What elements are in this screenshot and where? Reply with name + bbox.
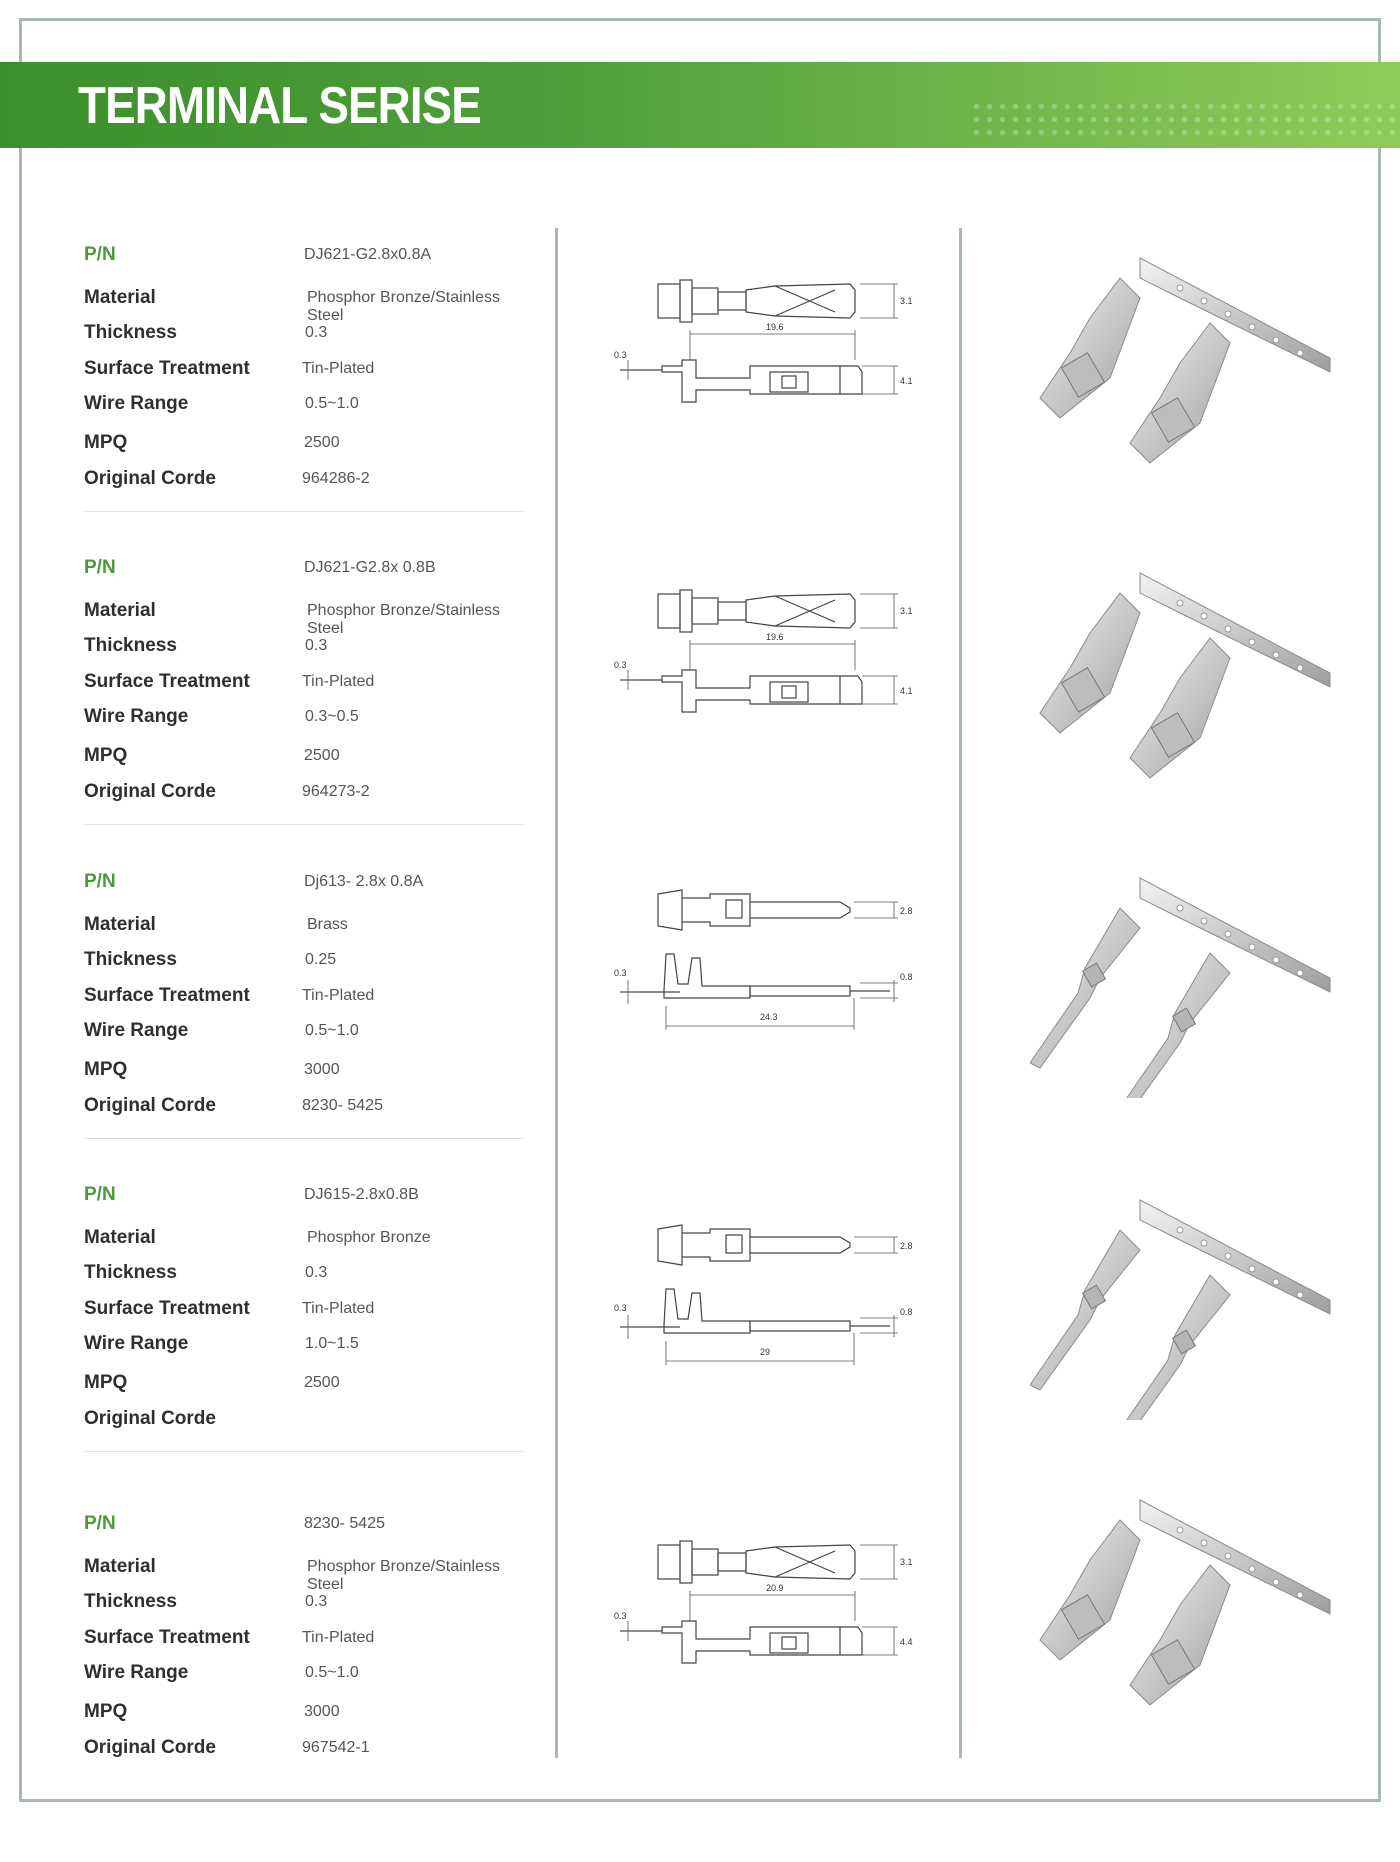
spec-value-mpq: 2500: [304, 1374, 340, 1391]
spec-value-thickness: 0.3: [305, 324, 328, 341]
spec-row-thickness: [84, 322, 536, 352]
spec-row-wire: [84, 706, 536, 736]
spec-label-material: Material: [84, 914, 156, 935]
spec-label-pn: P/N: [84, 557, 116, 578]
spec-value-thickness: 0.3: [305, 637, 328, 654]
spec-row-surface: [84, 1298, 536, 1328]
dimension-width: 3.1: [900, 1557, 913, 1567]
spec-value-surface: Tin-Plated: [302, 1629, 375, 1646]
spec-label-code: Original Corde: [84, 1408, 216, 1429]
spec-value-code: 967542-1: [302, 1739, 370, 1756]
spec-value-surface: Tin-Plated: [302, 987, 375, 1004]
terminal-photo: [1030, 1190, 1350, 1420]
spec-value-material: Phosphor Bronze/Stainless Steel: [307, 602, 500, 637]
spec-label-pn: P/N: [84, 244, 116, 265]
spec-label-code: Original Corde: [84, 1737, 216, 1758]
terminal-photo: [1030, 563, 1350, 793]
spec-row-code: [84, 1408, 536, 1438]
spec-label-mpq: MPQ: [84, 432, 128, 453]
spec-value-wire: 0.3~0.5: [305, 708, 359, 725]
spec-separator: [84, 1138, 524, 1139]
header-banner: [0, 62, 1400, 148]
banner-pattern: [970, 100, 1400, 140]
dimension-length: 19.6: [766, 632, 784, 642]
spec-value-mpq: 2500: [304, 747, 340, 764]
spec-row-surface: [84, 358, 536, 388]
spec-row-mpq: [84, 1372, 536, 1402]
spec-value-wire: 0.5~1.0: [305, 1022, 359, 1039]
spec-value-code: 8230- 5425: [302, 1097, 383, 1114]
terminal-photo: [1030, 248, 1350, 478]
spec-value-material: Phosphor Bronze/Stainless Steel: [307, 289, 500, 324]
spec-row-surface: [84, 985, 536, 1015]
spec-row-material: [84, 1227, 536, 1257]
spec-value-pn: DJ615-2.8x0.8B: [304, 1186, 419, 1203]
spec-separator: [84, 511, 524, 512]
spec-value-thickness: 0.25: [305, 951, 337, 968]
dimension-thick: 0.3: [614, 1611, 627, 1621]
spec-row-thickness: [84, 635, 536, 665]
spec-label-surface: Surface Treatment: [84, 671, 250, 692]
spec-label-material: Material: [84, 287, 156, 308]
spec-label-code: Original Corde: [84, 1095, 216, 1116]
dimension-height: 4.4: [900, 1637, 913, 1647]
spec-label-thickness: Thickness: [84, 322, 177, 343]
spec-row-code: [84, 781, 536, 811]
spec-value-mpq: 3000: [304, 1061, 340, 1078]
spec-row-mpq: [84, 1059, 536, 1089]
spec-row-code: [84, 1737, 536, 1767]
dimension-width: 3.1: [900, 606, 913, 616]
technical-drawing: [600, 880, 930, 1050]
spec-separator: [84, 824, 524, 825]
spec-label-code: Original Corde: [84, 468, 216, 489]
terminal-photo: [1030, 868, 1350, 1098]
technical-drawing: [600, 582, 930, 752]
spec-row-wire: [84, 1333, 536, 1363]
dimension-thick: 0.3: [614, 660, 627, 670]
spec-label-material: Material: [84, 1227, 156, 1248]
spec-row-mpq: [84, 1701, 536, 1731]
technical-drawing: [600, 1533, 930, 1703]
spec-value-mpq: 3000: [304, 1703, 340, 1720]
dimension-width: 2.8: [900, 906, 913, 916]
spec-label-thickness: Thickness: [84, 635, 177, 656]
column-divider-right: [959, 228, 962, 1758]
spec-label-mpq: MPQ: [84, 1372, 128, 1393]
dimension-height: 4.1: [900, 376, 913, 386]
spec-value-wire: 0.5~1.0: [305, 1664, 359, 1681]
spec-label-pn: P/N: [84, 871, 116, 892]
spec-label-thickness: Thickness: [84, 949, 177, 970]
spec-label-pn: P/N: [84, 1184, 116, 1205]
spec-value-surface: Tin-Plated: [302, 360, 375, 377]
spec-value-pn: DJ621-G2.8x 0.8B: [304, 559, 436, 576]
spec-label-pn: P/N: [84, 1513, 116, 1534]
spec-label-thickness: Thickness: [84, 1262, 177, 1283]
technical-drawing: [600, 1215, 930, 1385]
spec-label-surface: Surface Treatment: [84, 1298, 250, 1319]
dimension-thick: 0.3: [614, 350, 627, 360]
spec-label-surface: Surface Treatment: [84, 1627, 250, 1648]
dimension-height: 4.1: [900, 686, 913, 696]
spec-value-surface: Tin-Plated: [302, 1300, 375, 1317]
column-divider-left: [555, 228, 558, 1758]
spec-row-pn: [84, 871, 536, 901]
spec-label-thickness: Thickness: [84, 1591, 177, 1612]
dimension-thick: 0.3: [614, 968, 627, 978]
spec-label-material: Material: [84, 600, 156, 621]
spec-value-material: Phosphor Bronze/Stainless Steel: [307, 1558, 500, 1593]
spec-label-mpq: MPQ: [84, 745, 128, 766]
spec-value-code: 964286-2: [302, 470, 370, 487]
terminal-photo: [1030, 1490, 1350, 1720]
dimension-height: 0.8: [900, 1307, 913, 1317]
dimension-length: 20.9: [766, 1583, 784, 1593]
spec-label-wire: Wire Range: [84, 393, 189, 414]
spec-row-mpq: [84, 745, 536, 775]
spec-row-material: [84, 914, 536, 944]
spec-row-surface: [84, 671, 536, 701]
spec-label-mpq: MPQ: [84, 1059, 128, 1080]
spec-label-wire: Wire Range: [84, 1020, 189, 1041]
spec-row-pn: [84, 1513, 536, 1543]
spec-row-material: [84, 1556, 536, 1593]
spec-value-pn: DJ621-G2.8x0.8A: [304, 246, 432, 263]
spec-row-material: [84, 600, 536, 637]
spec-row-pn: [84, 1184, 536, 1214]
spec-value-material: Brass: [307, 916, 348, 933]
spec-row-pn: [84, 557, 536, 587]
spec-row-wire: [84, 1020, 536, 1050]
dimension-height: 0.8: [900, 972, 913, 982]
spec-value-pn: 8230- 5425: [304, 1515, 385, 1532]
dimension-length: 24.3: [760, 1012, 778, 1022]
dimension-width: 3.1: [900, 296, 913, 306]
spec-label-wire: Wire Range: [84, 706, 189, 727]
page-title: TERMINAL SERISE: [78, 77, 481, 135]
spec-row-wire: [84, 1662, 536, 1692]
spec-label-mpq: MPQ: [84, 1701, 128, 1722]
spec-value-mpq: 2500: [304, 434, 340, 451]
spec-label-wire: Wire Range: [84, 1662, 189, 1683]
spec-value-surface: Tin-Plated: [302, 673, 375, 690]
spec-row-thickness: [84, 949, 536, 979]
spec-label-surface: Surface Treatment: [84, 358, 250, 379]
spec-row-pn: [84, 244, 536, 274]
spec-value-material: Phosphor Bronze: [307, 1229, 431, 1246]
spec-row-code: [84, 468, 536, 498]
spec-value-wire: 0.5~1.0: [305, 395, 359, 412]
spec-row-code: [84, 1095, 536, 1125]
technical-drawing: [600, 272, 930, 442]
spec-separator: [84, 1451, 524, 1452]
spec-row-surface: [84, 1627, 536, 1657]
spec-value-wire: 1.0~1.5: [305, 1335, 359, 1352]
spec-row-thickness: [84, 1591, 536, 1621]
dimension-thick: 0.3: [614, 1303, 627, 1313]
spec-label-wire: Wire Range: [84, 1333, 189, 1354]
spec-row-mpq: [84, 432, 536, 462]
dimension-length: 19.6: [766, 322, 784, 332]
dimension-length: 29: [760, 1347, 771, 1357]
spec-value-thickness: 0.3: [305, 1264, 328, 1281]
spec-value-thickness: 0.3: [305, 1593, 328, 1610]
spec-value-pn: Dj613- 2.8x 0.8A: [304, 873, 424, 890]
spec-label-surface: Surface Treatment: [84, 985, 250, 1006]
dimension-width: 2.8: [900, 1241, 913, 1251]
spec-label-code: Original Corde: [84, 781, 216, 802]
spec-row-thickness: [84, 1262, 536, 1292]
spec-label-material: Material: [84, 1556, 156, 1577]
spec-value-code: 964273-2: [302, 783, 370, 800]
spec-row-material: [84, 287, 536, 324]
spec-row-wire: [84, 393, 536, 423]
